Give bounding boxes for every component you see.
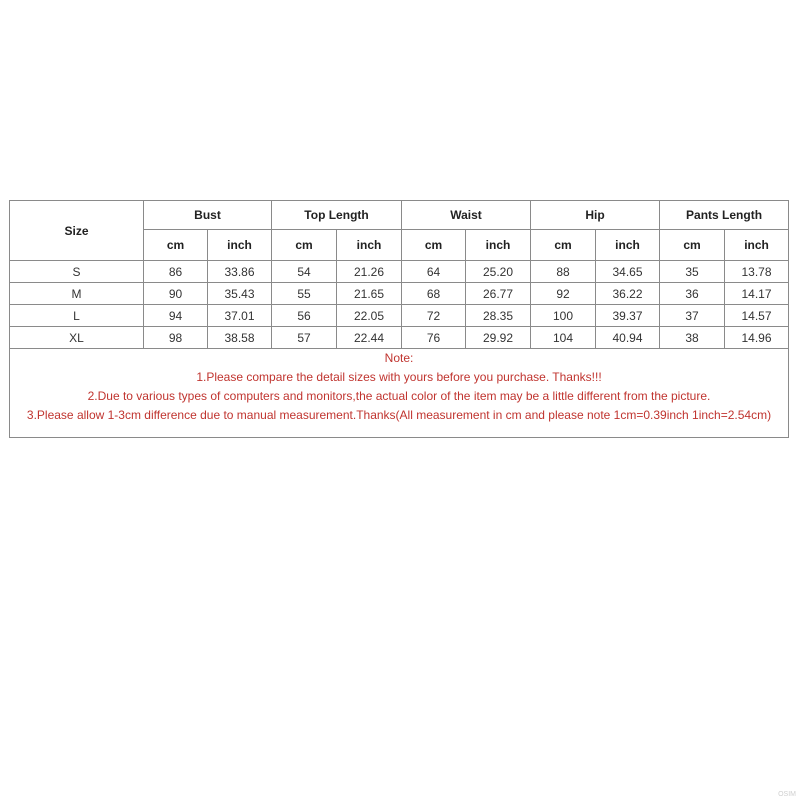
- table-cell: 22.05: [337, 305, 402, 327]
- unit-header-inch: inch: [596, 230, 660, 261]
- table-cell: 39.37: [596, 305, 660, 327]
- table-cell: 90: [144, 283, 208, 305]
- table-cell: 29.92: [466, 327, 531, 349]
- table-cell: 54: [272, 261, 337, 283]
- unit-header-cm: cm: [660, 230, 725, 261]
- unit-header-inch: inch: [725, 230, 789, 261]
- table-cell: 92: [531, 283, 596, 305]
- table-cell: 38: [660, 327, 725, 349]
- table-row: [10, 327, 789, 349]
- size-cell: S: [10, 261, 144, 283]
- table-cell: 25.20: [466, 261, 531, 283]
- bust-header: Bust: [144, 201, 272, 230]
- size-cell: XL: [10, 327, 144, 349]
- unit-header-cm: cm: [144, 230, 208, 261]
- note-line: 3.Please allow 1-3cm difference due to manual measurement.Thanks(All measurement in cm and please note 1cm=0.39inch 1inch=2.54cm): [26, 408, 772, 422]
- table-cell: 21.26: [337, 261, 402, 283]
- table-cell: 57: [272, 327, 337, 349]
- table-cell: 38.58: [208, 327, 272, 349]
- table-cell: 37: [660, 305, 725, 327]
- table-cell: 21.65: [337, 283, 402, 305]
- table-row: [10, 261, 789, 283]
- table-cell: 100: [531, 305, 596, 327]
- size-cell: L: [10, 305, 144, 327]
- table-cell: 35: [660, 261, 725, 283]
- group-header-row: [10, 201, 789, 230]
- table-cell: 35.43: [208, 283, 272, 305]
- table-cell: 14.96: [725, 327, 789, 349]
- size-column-header: Size: [10, 201, 144, 261]
- waist-header: Waist: [402, 201, 531, 230]
- table-cell: 36: [660, 283, 725, 305]
- unit-header-inch: inch: [337, 230, 402, 261]
- unit-header-inch: inch: [208, 230, 272, 261]
- table-cell: 33.86: [208, 261, 272, 283]
- table-cell: 98: [144, 327, 208, 349]
- notes-title: Note:: [384, 351, 414, 365]
- table-cell: 56: [272, 305, 337, 327]
- hip-header: Hip: [531, 201, 660, 230]
- unit-header-cm: cm: [531, 230, 596, 261]
- note-line: 2.Due to various types of computers and monitors,the actual color of the item may be a little different from the picture.: [87, 389, 711, 403]
- table-cell: 55: [272, 283, 337, 305]
- size-table: [9, 200, 789, 349]
- table-cell: 88: [531, 261, 596, 283]
- pants-length-header: Pants Length: [660, 201, 789, 230]
- table-cell: 76: [402, 327, 466, 349]
- size-chart: [9, 200, 789, 438]
- note-line: 1.Please compare the detail sizes with yours before you purchase. Thanks!!!: [196, 370, 602, 384]
- table-cell: 22.44: [337, 327, 402, 349]
- table-row: [10, 305, 789, 327]
- unit-header-cm: cm: [272, 230, 337, 261]
- table-cell: 37.01: [208, 305, 272, 327]
- table-cell: 104: [531, 327, 596, 349]
- table-cell: 13.78: [725, 261, 789, 283]
- table-cell: 14.17: [725, 283, 789, 305]
- table-cell: 86: [144, 261, 208, 283]
- table-cell: 14.57: [725, 305, 789, 327]
- table-cell: 64: [402, 261, 466, 283]
- table-cell: 36.22: [596, 283, 660, 305]
- table-row: [10, 283, 789, 305]
- notes-section: [10, 349, 788, 425]
- table-cell: 34.65: [596, 261, 660, 283]
- table-cell: 72: [402, 305, 466, 327]
- table-cell: 26.77: [466, 283, 531, 305]
- top-length-header: Top Length: [272, 201, 402, 230]
- watermark-text: OSIM: [778, 791, 796, 798]
- unit-header-inch: inch: [466, 230, 531, 261]
- table-cell: 94: [144, 305, 208, 327]
- unit-header-cm: cm: [402, 230, 466, 261]
- size-cell: M: [10, 283, 144, 305]
- table-cell: 40.94: [596, 327, 660, 349]
- table-cell: 68: [402, 283, 466, 305]
- table-cell: 28.35: [466, 305, 531, 327]
